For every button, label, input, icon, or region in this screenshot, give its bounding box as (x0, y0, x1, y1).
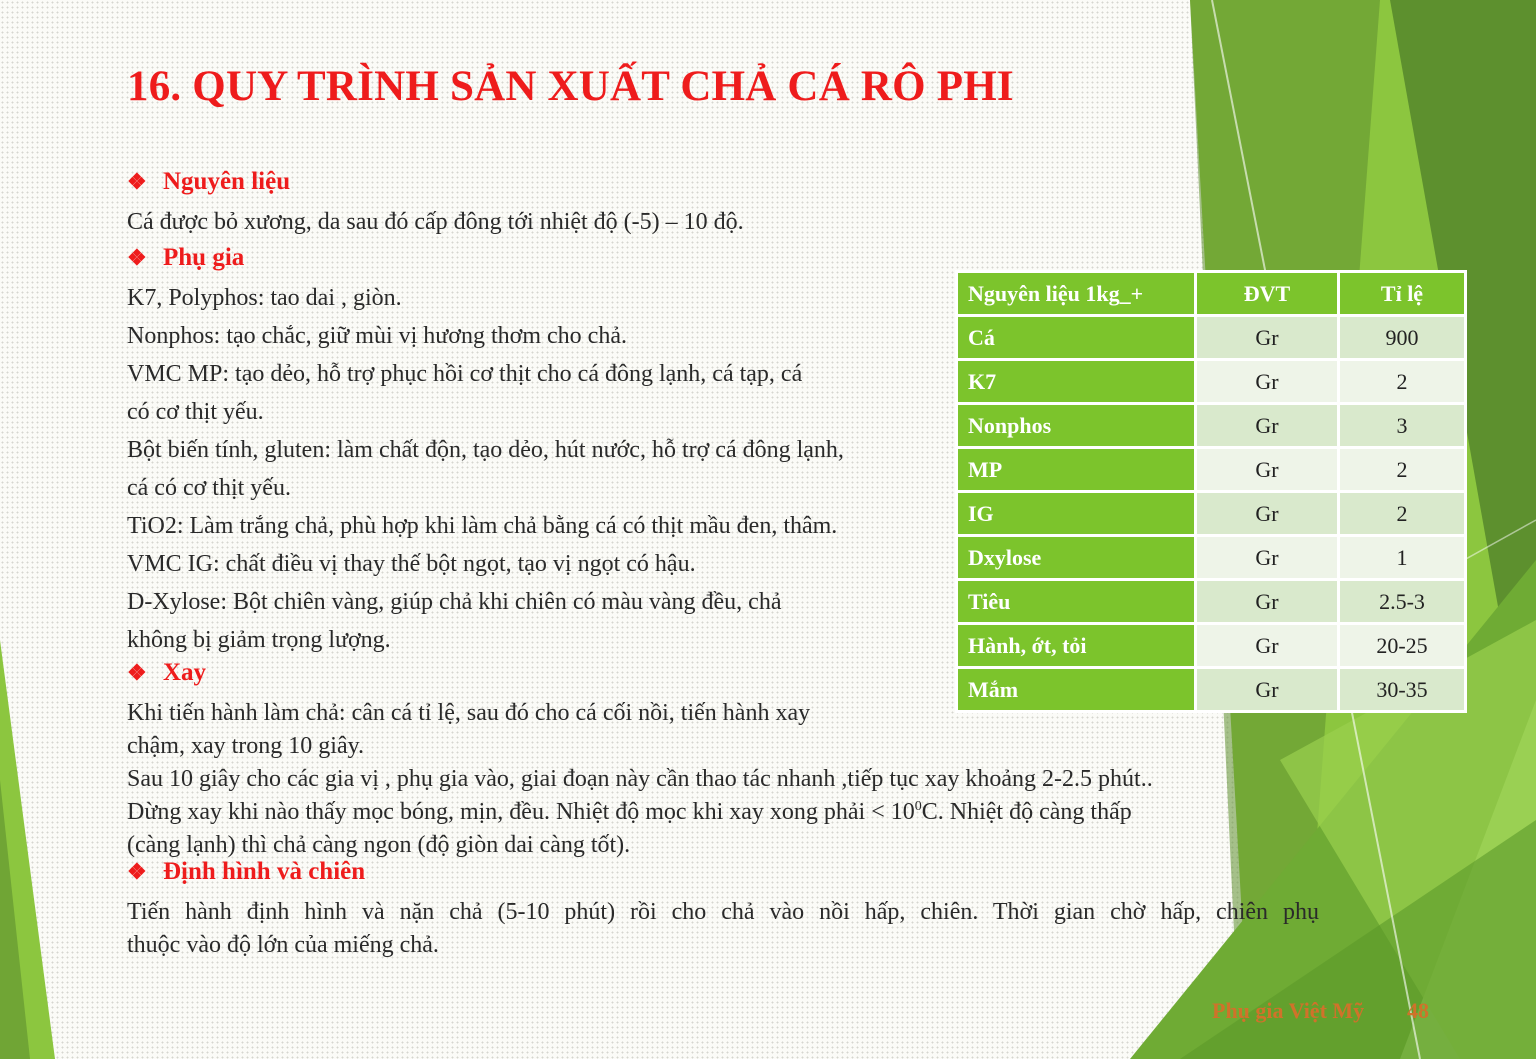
table-row (957, 624, 1466, 668)
text-line: Nonphos: tạo chắc, giữ mùi vị hương thơm cho chả. (127, 323, 627, 349)
ingredient-ratio: 2 (1339, 360, 1466, 404)
table-row (957, 360, 1466, 404)
ingredient-unit: Gr (1196, 580, 1339, 624)
ingredient-ratio: 20-25 (1339, 624, 1466, 668)
text-line: chậm, xay trong 10 giây. (127, 733, 365, 759)
ingredient-unit: Gr (1196, 492, 1339, 536)
ingredient-ratio: 2.5-3 (1339, 580, 1466, 624)
text-line: Dừng xay khi nào thấy mọc bóng, mịn, đều. Nhiệt độ mọc khi xay xong phải < $10^0C$. Nhiệt độ càng thấp (127, 799, 1132, 825)
text-line: TiO2: Làm trắng chả, phù hợp khi làm chả bằng cá có thịt mầu đen, thâm. (127, 513, 838, 539)
column-header-ratio: Tỉ lệ (1339, 272, 1466, 316)
section-body-xay (127, 697, 1153, 862)
text-line: Bột biến tính, gluten: làm chất độn, tạo dẻo, hút nước, hỗ trợ cá đông lạnh, (127, 437, 844, 463)
section-heading-dinh-hinh: ❖ Định hình và chiên (127, 858, 366, 885)
ingredient-ratio: 1 (1339, 536, 1466, 580)
ingredient-table (955, 270, 1467, 713)
ingredient-name: Mắm (957, 668, 1196, 712)
text-line: (càng lạnh) thì chả càng ngon (độ giòn dai càng tốt). (127, 832, 631, 858)
table-row (957, 404, 1466, 448)
ingredient-name: K7 (957, 360, 1196, 404)
text-line: Khi tiến hành làm chả: cân cá tỉ lệ, sau đó cho cá cối nồi, tiến hành xay (127, 700, 811, 726)
ingredient-ratio: 2 (1339, 448, 1466, 492)
text-line: K7, Polyphos: tao dai , giòn. (127, 285, 402, 311)
section-body-dinh-hinh (127, 896, 1319, 962)
ingredient-unit: Gr (1196, 536, 1339, 580)
table-row (957, 668, 1466, 712)
section-heading-nguyen-lieu: ❖ Nguyên liệu (127, 168, 291, 195)
ingredient-unit: Gr (1196, 668, 1339, 712)
ingredient-name: IG (957, 492, 1196, 536)
table-row (957, 448, 1466, 492)
table-row (957, 316, 1466, 360)
text-line: Sau 10 giây cho các gia vị , phụ gia vào, giai đoạn này cần thao tác nhanh ,tiếp tục xay khoảng 2-2.5 phút.. (127, 766, 1153, 792)
section-heading-xay: ❖ Xay (127, 659, 207, 686)
ingredient-unit: Gr (1196, 624, 1339, 668)
ingredient-name: Dxylose (957, 536, 1196, 580)
ingredient-name: Hành, ớt, tỏi (957, 624, 1196, 668)
diamond-bullet-icon: ❖ (127, 859, 147, 884)
text-line: VMC IG: chất điều vị thay thế bột ngọt, tạo vị ngọt có hậu. (127, 551, 696, 577)
ingredient-name: Cá (957, 316, 1196, 360)
ingredient-unit: Gr (1196, 448, 1339, 492)
column-header-ingredient: Nguyên liệu 1kg_+ (957, 272, 1196, 316)
text-line: D-Xylose: Bột chiên vàng, giúp chả khi chiên có màu vàng đều, chả (127, 589, 782, 615)
footer-company: Phụ gia Việt Mỹ (1212, 998, 1365, 1023)
diamond-bullet-icon: ❖ (127, 245, 147, 270)
text-line: cá có cơ thịt yếu. (127, 475, 291, 501)
temperature-superscript: 0 (914, 799, 922, 814)
ingredient-unit: Gr (1196, 316, 1339, 360)
text-line: thuộc vào độ lớn của miếng chả. (127, 932, 439, 958)
table-row (957, 580, 1466, 624)
ingredient-ratio: 30-35 (1339, 668, 1466, 712)
page-number: 48 (1407, 998, 1429, 1023)
text-line: Tiến hành định hình và nặn chả (5-10 phút) rồi cho chả vào nồi hấp, chiên. Thời gian chờ hấp, chiên phụ (127, 899, 1319, 925)
table-row (957, 536, 1466, 580)
ingredient-unit: Gr (1196, 360, 1339, 404)
diamond-bullet-icon: ❖ (127, 169, 147, 194)
ingredient-ratio: 900 (1339, 316, 1466, 360)
ingredient-name: Tiêu (957, 580, 1196, 624)
text-line: VMC MP: tạo dẻo, hỗ trợ phục hồi cơ thịt cho cá đông lạnh, cá tạp, cá (127, 361, 803, 387)
text-line: không bị giảm trọng lượng. (127, 627, 391, 653)
table-header-row (957, 272, 1466, 316)
text-line: Cá được bỏ xương, da sau đó cấp đông tới nhiệt độ (-5) – 10 độ. (127, 209, 744, 235)
section-body-nguyen-lieu (127, 203, 744, 241)
section-body-phu-gia (127, 279, 844, 659)
slide-title: 16. QUY TRÌNH SẢN XUẤT CHẢ CÁ RÔ PHI (127, 63, 1014, 110)
table-row (957, 492, 1466, 536)
ingredient-ratio: 2 (1339, 492, 1466, 536)
ingredient-ratio: 3 (1339, 404, 1466, 448)
ingredient-unit: Gr (1196, 404, 1339, 448)
section-heading-phu-gia: ❖ Phụ gia (127, 244, 245, 271)
ingredient-name: MP (957, 448, 1196, 492)
diamond-bullet-icon: ❖ (127, 660, 147, 685)
text-line: có cơ thịt yếu. (127, 399, 264, 425)
column-header-unit: ĐVT (1196, 272, 1339, 316)
ingredient-name: Nonphos (957, 404, 1196, 448)
